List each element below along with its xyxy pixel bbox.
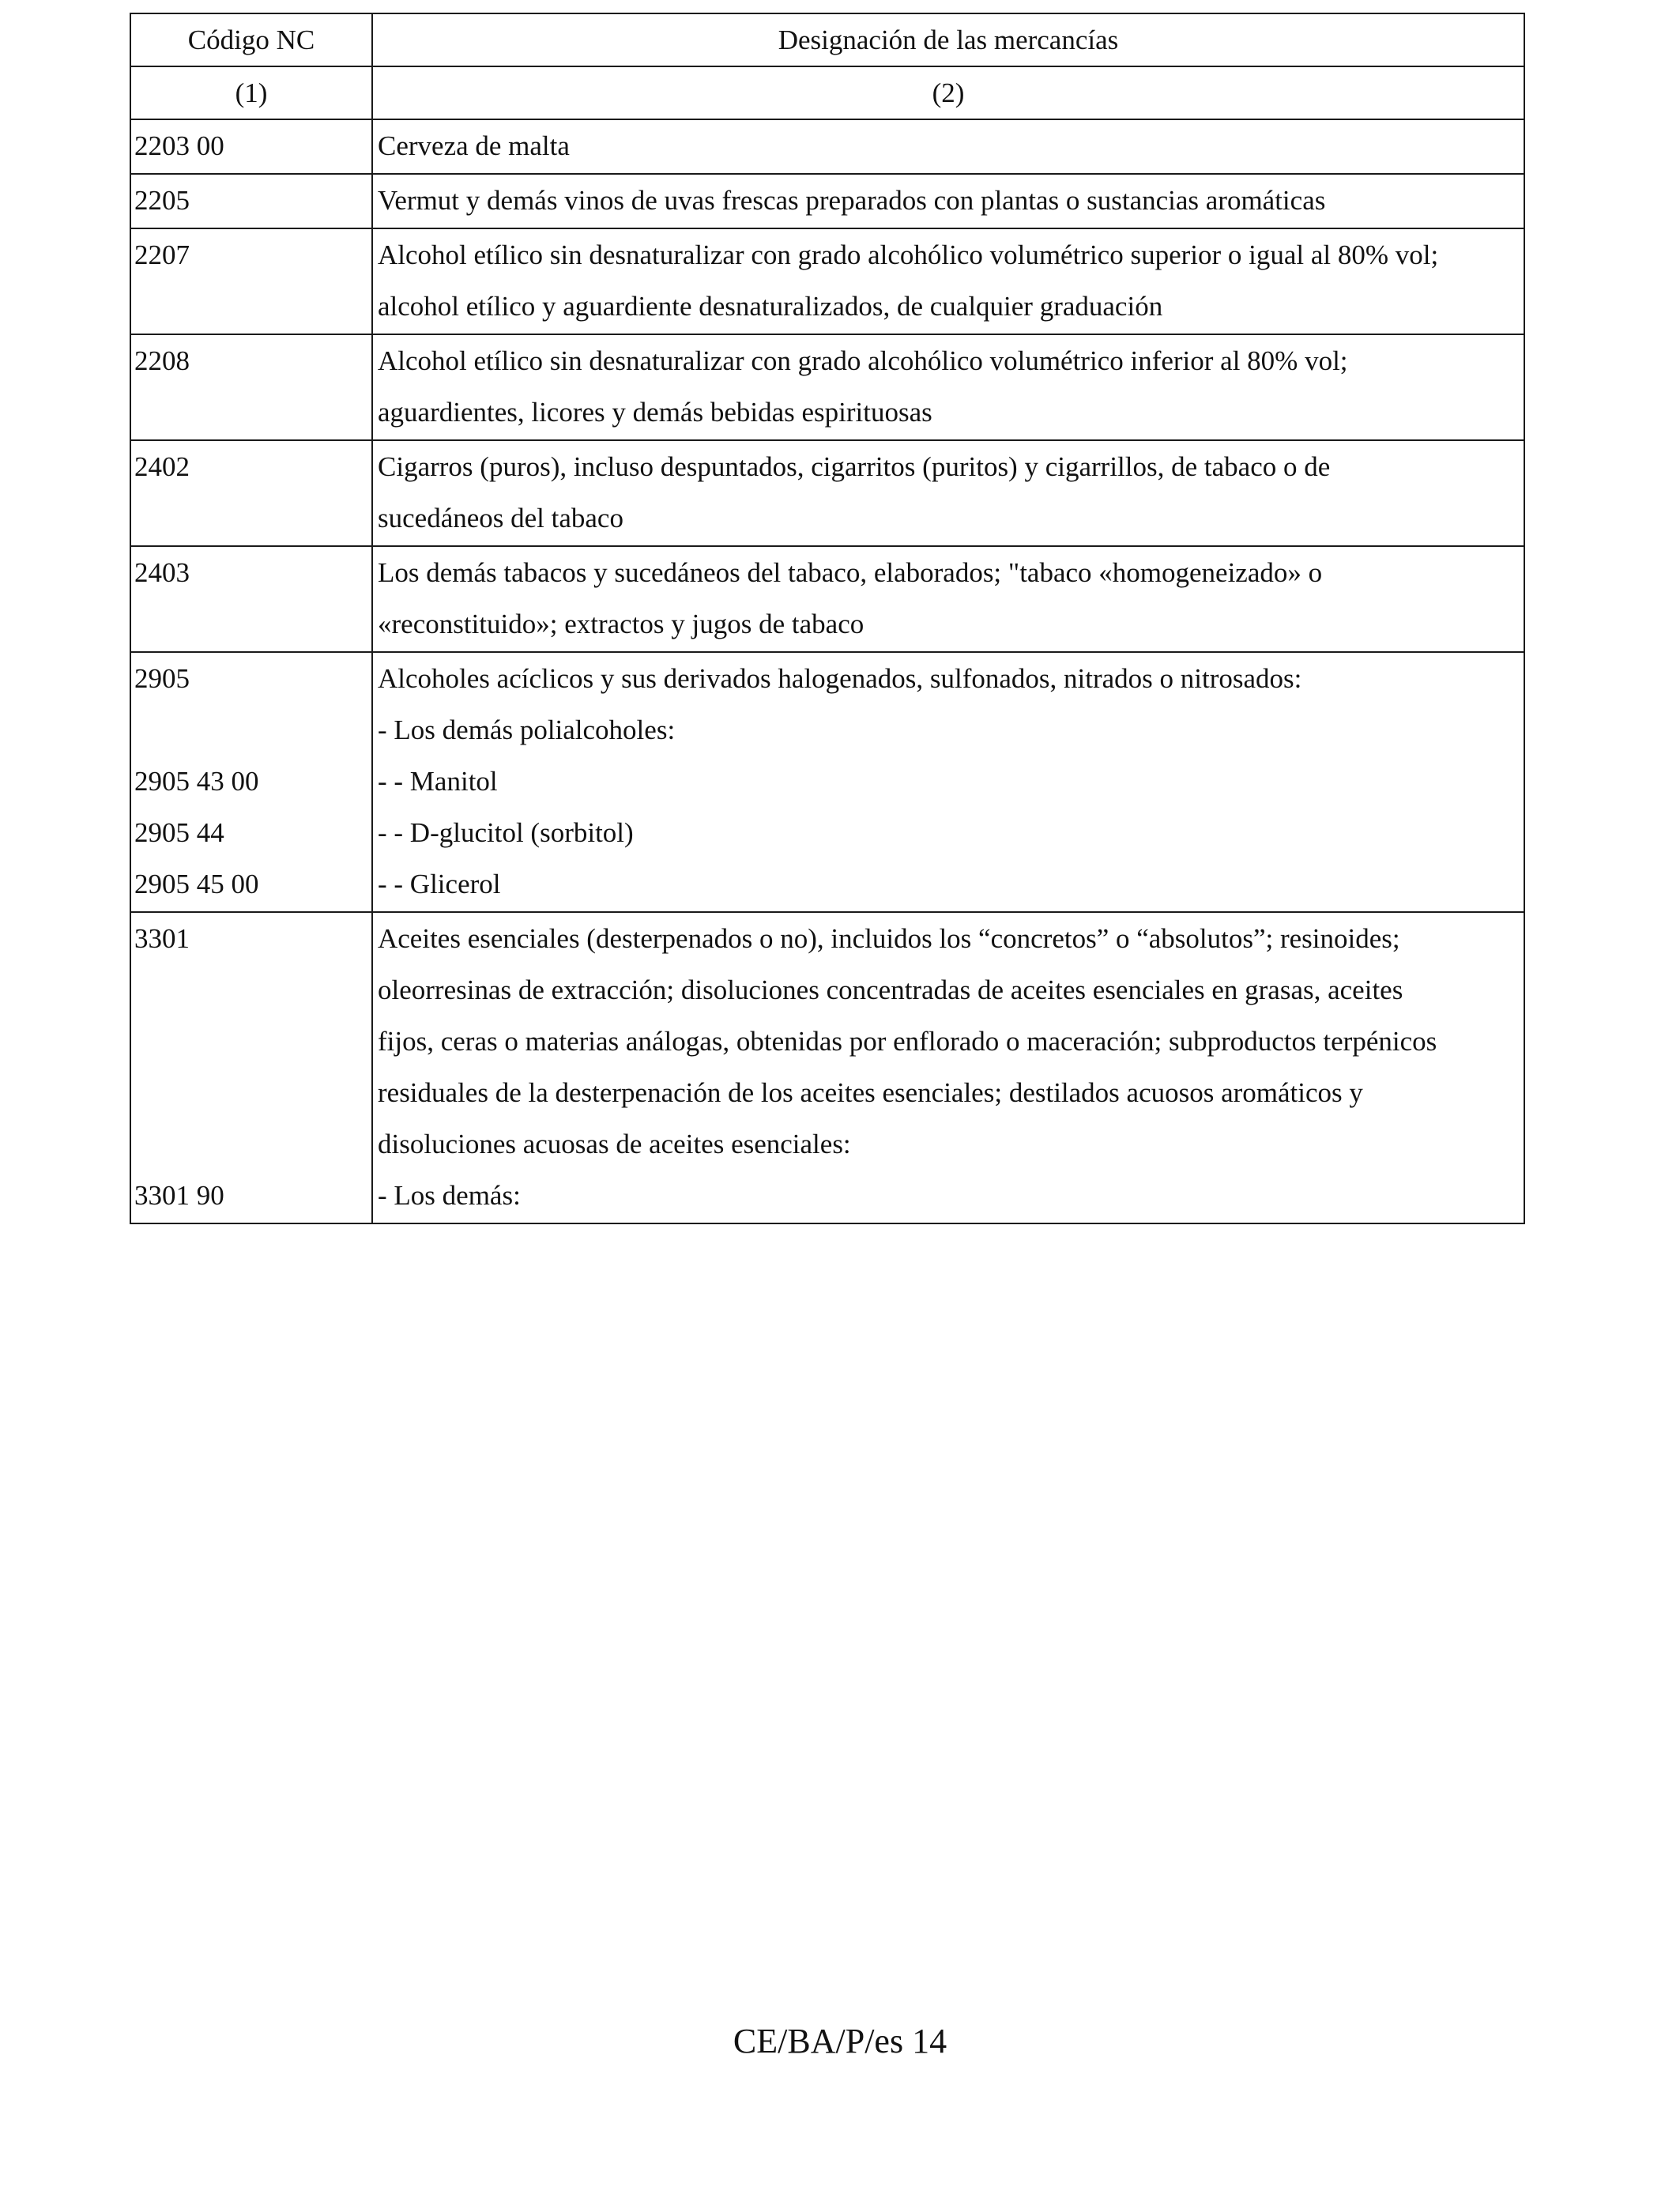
description-line: alcohol etílico y aguardiente desnaturalizados, de cualquier graduación <box>378 291 1163 322</box>
description-cell <box>372 119 1524 174</box>
table-row <box>130 334 1524 440</box>
description-cell <box>372 440 1524 546</box>
cn-code <box>134 1118 367 1170</box>
description-line: Alcohol etílico sin desnaturalizar con grado alcohólico volumétrico superior o igual al 80% vol; <box>378 239 1439 270</box>
description-line: sucedáneos del tabaco <box>378 503 623 533</box>
table-row <box>130 174 1524 228</box>
cn-code: 2203 00 <box>134 130 224 161</box>
description-cell <box>372 174 1524 228</box>
description-line: fijos, ceras o materias análogas, obtenidas por enflorado o maceración; subproductos terpénicos <box>378 1026 1437 1057</box>
table-row <box>130 228 1524 334</box>
cn-code: 2403 <box>134 557 190 588</box>
description-line: Los demás tabacos y sucedáneos del tabaco, elaborados; "tabaco «homogeneizado» o <box>378 557 1323 588</box>
table-row <box>130 912 1524 1223</box>
cn-code-cell <box>130 119 372 174</box>
cn-code: 2208 <box>134 345 190 376</box>
description-line: «reconstituido»; extractos y jugos de tabaco <box>378 609 864 639</box>
cn-code <box>134 704 367 756</box>
cn-code: 2207 <box>134 239 190 270</box>
page-footer: CE/BA/P/es 14 <box>733 2022 947 2060</box>
cn-code-cell <box>130 228 372 334</box>
description-line: - Los demás: <box>378 1180 521 1211</box>
header-cn-code: Código NC <box>130 13 372 66</box>
cn-code: 3301 <box>134 923 190 954</box>
cn-code-cell <box>130 652 372 912</box>
cn-code-cell <box>130 546 372 652</box>
table-row <box>130 440 1524 546</box>
description-line: Alcohol etílico sin desnaturalizar con grado alcohólico volumétrico inferior al 80% vol; <box>378 345 1348 376</box>
description-line: - Los demás polialcoholes: <box>378 714 676 745</box>
cn-code: 2905 44 <box>134 817 224 848</box>
cn-code: 3301 90 <box>134 1180 224 1211</box>
table-subheader-row <box>130 66 1524 119</box>
table-row <box>130 546 1524 652</box>
cn-code: 2905 <box>134 663 190 694</box>
cn-code-cell <box>130 912 372 1223</box>
description-line: - - Manitol <box>378 766 498 797</box>
description-cell <box>372 912 1524 1223</box>
description-line: - - D-glucitol (sorbitol) <box>378 817 634 848</box>
cn-code-cell <box>130 334 372 440</box>
description-line: aguardientes, licores y demás bebidas espirituosas <box>378 397 932 428</box>
table-header-row <box>130 13 1524 66</box>
cn-code: 2205 <box>134 185 190 216</box>
cn-code: 2402 <box>134 451 190 482</box>
description-line: - - Glicerol <box>378 869 501 899</box>
cn-code <box>134 964 367 1016</box>
table-row <box>130 652 1524 912</box>
description-line: Vermut y demás vinos de uvas frescas preparados con plantas o sustancias aromáticas <box>378 185 1326 216</box>
cn-code <box>134 1067 367 1118</box>
cn-code: 2905 45 00 <box>134 869 259 899</box>
tariff-table <box>130 13 1525 1224</box>
description-line: disoluciones acuosas de aceites esenciales: <box>378 1129 851 1159</box>
description-cell <box>372 652 1524 912</box>
description-cell <box>372 228 1524 334</box>
cn-code: 2905 43 00 <box>134 766 259 797</box>
cn-code-cell <box>130 440 372 546</box>
description-line: oleorresinas de extracción; disoluciones concentradas de aceites esenciales en grasas, aceites <box>378 974 1403 1005</box>
description-line: residuales de la desterpenación de los aceites esenciales; destilados acuosos aromáticos y <box>378 1077 1363 1108</box>
description-line: Aceites esenciales (desterpenados o no), incluidos los “concretos” o “absolutos”; resinoides; <box>378 923 1400 954</box>
header-description: Designación de las mercancías <box>372 13 1524 66</box>
description-cell <box>372 546 1524 652</box>
description-line: Cigarros (puros), incluso despuntados, cigarritos (puritos) y cigarrillos, de tabaco o de <box>378 451 1331 482</box>
description-cell <box>372 334 1524 440</box>
description-line: Cerveza de malta <box>378 130 570 161</box>
cn-code <box>134 1016 367 1067</box>
subheader-col1: (1) <box>130 66 372 119</box>
subheader-col2: (2) <box>372 66 1524 119</box>
cn-code-cell <box>130 174 372 228</box>
description-line: Alcoholes acíclicos y sus derivados halogenados, sulfonados, nitrados o nitrosados: <box>378 663 1302 694</box>
table-row <box>130 119 1524 174</box>
